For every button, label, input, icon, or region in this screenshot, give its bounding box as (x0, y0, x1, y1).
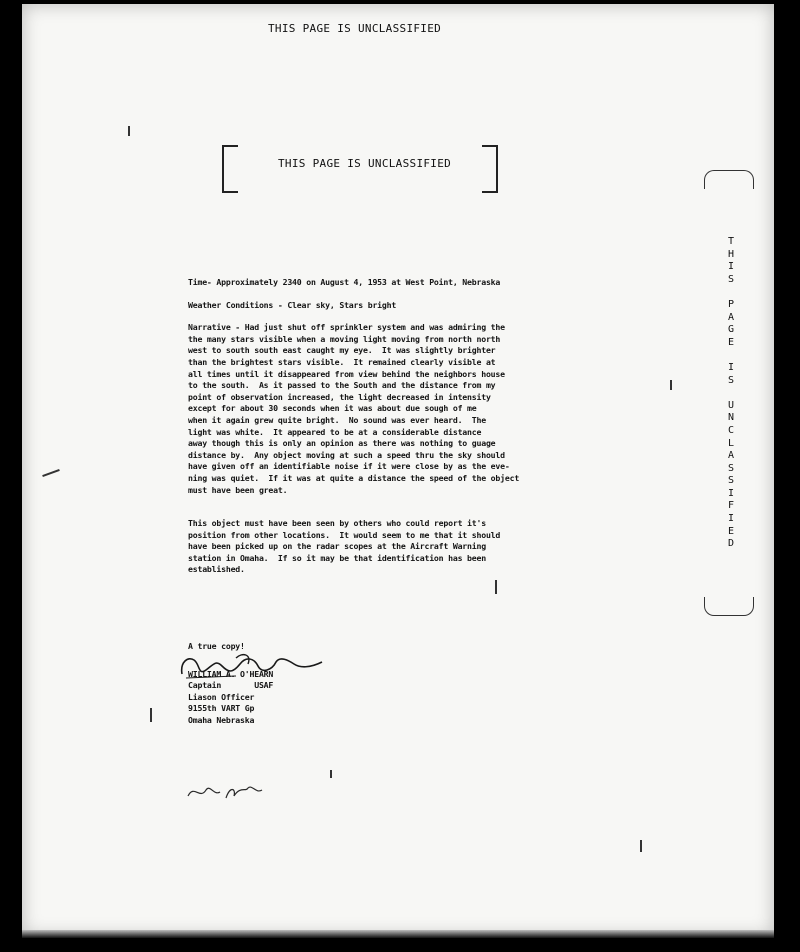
classification-stamp-box (222, 145, 498, 191)
scan-artifact (640, 840, 642, 852)
signature-block (188, 641, 368, 727)
true-copy-note: A true copy! (188, 641, 245, 651)
officer-location: Omaha Nebraska (188, 714, 255, 725)
closing-line: established. (188, 564, 245, 575)
side-stamp-bracket-top (704, 170, 754, 189)
scan-artifact (670, 380, 672, 390)
side-stamp-letter: D (727, 538, 735, 550)
narrative-line: to the south. As it passed to the South and the distance from my (188, 380, 496, 391)
narrative-line: must have been great. (188, 484, 288, 495)
handwritten-initials (186, 780, 266, 804)
side-stamp-letter: I (727, 361, 735, 373)
side-stamp-letter: S (727, 462, 735, 474)
officer-rank: Captain USAF (188, 680, 274, 691)
scan-artifact (330, 770, 332, 778)
narrative-line: west to south south east caught my eye. It was slightly brighter (188, 345, 496, 356)
narrative-line: have given off an identifiable noise if it were close by as the eve- (188, 461, 510, 472)
side-stamp-letter: A (727, 450, 735, 462)
weather-line: Weather Conditions - Clear sky, Stars bright (188, 299, 397, 310)
closing-line: have been picked up on the radar scopes at the Aircraft Warning (188, 541, 486, 552)
side-stamp-letter: S (727, 374, 735, 386)
narrative-line: ning was quiet. If it was at quite a distance the speed of the object (188, 472, 520, 483)
side-stamp-letter: T (727, 236, 735, 247)
side-stamp-letter: E (727, 525, 735, 537)
scan-edge (22, 930, 774, 938)
stamp-bracket-left (222, 145, 238, 193)
side-stamp-letter: S (727, 475, 735, 487)
scan-artifact (150, 708, 152, 722)
side-stamp-letter: I (727, 261, 735, 273)
side-stamp-letter: G (727, 324, 735, 336)
narrative-line: Narrative - Had just shut off sprinkler system and was admiring the (188, 322, 505, 333)
side-stamp-letter: I (727, 487, 735, 499)
side-stamp-letter: E (727, 336, 735, 348)
side-stamp-letter: F (727, 500, 735, 512)
closing-line: station in Omaha. If so it may be that identification has been (188, 552, 486, 563)
side-stamp-letter: L (727, 437, 735, 449)
narrative-line: than the brightest stars visible. It remained clearly visible at (188, 356, 496, 367)
narrative-line: except for about 30 seconds when it was about due sough of me (188, 403, 477, 414)
side-stamp-letter: P (727, 298, 735, 310)
classification-stamp-text: THIS PAGE IS UNCLASSIFIED (278, 157, 452, 170)
closing-line: This object must have been seen by others who could report it's (188, 518, 486, 529)
narrative-line: light was white. It appeared to be at a considerable distance (188, 426, 482, 437)
narrative-paragraph (188, 322, 588, 496)
scan-artifact (128, 126, 130, 136)
narrative-line: point of observation increased, the light decreased in intensity (188, 391, 491, 402)
narrative-line: when it again grew quite bright. No sound was ever heard. The (188, 414, 486, 425)
stamp-bracket-right (482, 145, 498, 193)
side-stamp-letter: A (727, 311, 735, 323)
classification-stamp-vertical (704, 170, 756, 616)
time-paragraph (188, 277, 588, 289)
officer-unit: 9155th VART Gp (188, 703, 255, 714)
side-stamp-bracket-bottom (704, 597, 754, 616)
side-stamp-letter: U (727, 399, 735, 411)
narrative-line: away though this is only an opinion as there was nothing to guage (188, 438, 496, 449)
officer-name: WILLIAM A. O'HEARN (188, 668, 274, 679)
narrative-line: all times until it disappeared from view behind the neighbors house (188, 368, 505, 379)
officer-title: Liason Officer (188, 691, 255, 702)
narrative-line: distance by. Any object moving at such a speed thru the sky should (188, 449, 505, 460)
side-stamp-letter: I (727, 513, 735, 525)
side-stamp-letter: S (727, 273, 735, 285)
classification-banner-top: THIS PAGE IS UNCLASSIFIED (268, 22, 442, 35)
closing-line: position from other locations. It would seem to me that it should (188, 529, 501, 540)
weather-paragraph (188, 300, 588, 312)
scan-artifact (495, 580, 497, 594)
side-stamp-letters (724, 236, 738, 551)
closing-paragraph (188, 518, 588, 576)
side-stamp-letter: H (727, 248, 735, 260)
report-body (188, 277, 588, 576)
narrative-line: the many stars visible when a moving light moving from north north (188, 333, 501, 344)
time-line: Time- Approximately 2340 on August 4, 1953 at West Point, Nebraska (188, 277, 501, 287)
side-stamp-letter: C (727, 424, 735, 436)
side-stamp-letter: N (727, 412, 735, 424)
